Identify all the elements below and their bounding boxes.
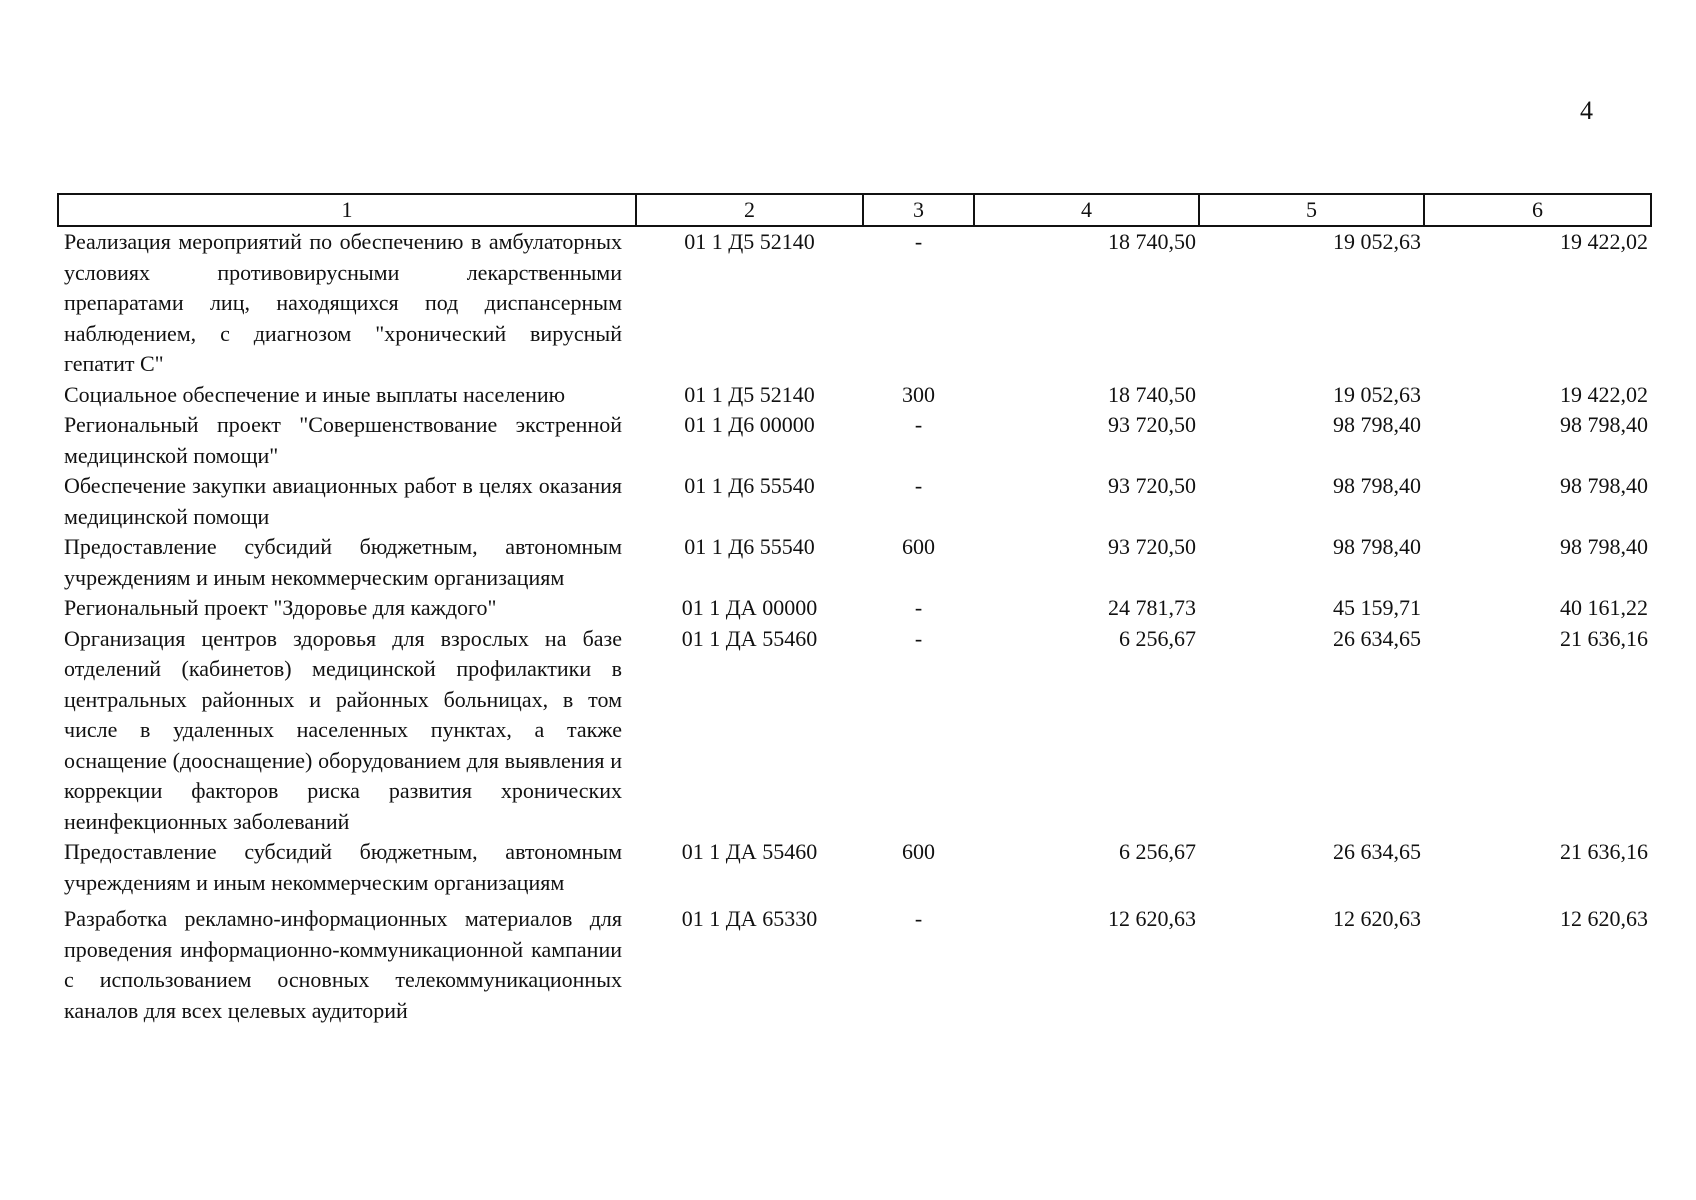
row-value-1: 93 720,50 bbox=[1108, 534, 1196, 559]
row-value-1: 6 256,67 bbox=[1119, 625, 1196, 651]
row-name: Социальное обеспечение и иные выплаты населению bbox=[64, 381, 566, 407]
row-name: Региональный проект "Здоровье для каждого" bbox=[64, 595, 497, 620]
row-value-3: 19 422,02 bbox=[1560, 381, 1648, 407]
row-type: 600 bbox=[902, 839, 935, 864]
header-row bbox=[58, 194, 1651, 226]
row-value-3: 19 422,02 bbox=[1560, 229, 1648, 254]
row-value-1: 93 720,50 bbox=[1108, 473, 1196, 498]
row-code: 01 1 ДА 65330 bbox=[681, 906, 818, 931]
row-value-2: 12 620,63 bbox=[1333, 906, 1421, 931]
row-type: 600 bbox=[902, 534, 935, 559]
table-row bbox=[58, 593, 1651, 624]
row-value-1: 93 720,50 bbox=[1108, 412, 1196, 437]
row-value-1: 24 781,73 bbox=[1108, 595, 1196, 620]
row-value-1: 12 620,63 bbox=[1108, 906, 1196, 931]
row-value-2: 98 798,40 bbox=[1333, 412, 1421, 437]
column-header-2: 2 bbox=[636, 194, 863, 226]
column-header-1: 1 bbox=[58, 194, 636, 226]
row-name: Предоставление субсидий бюджетным, автономным учреждениям и иным некоммерческим организациям bbox=[64, 534, 622, 590]
row-type: - bbox=[914, 229, 923, 254]
row-code: 01 1 Д5 52140 bbox=[684, 381, 815, 407]
column-header-3: 3 bbox=[863, 194, 974, 226]
row-value-2: 26 634,65 bbox=[1333, 839, 1421, 864]
row-type: 300 bbox=[902, 381, 935, 407]
row-code: 01 1 Д5 52140 bbox=[684, 229, 815, 254]
column-header-4: 4 bbox=[974, 194, 1199, 226]
table-row bbox=[58, 624, 1651, 838]
table-row bbox=[58, 471, 1651, 532]
row-name: Организация центров здоровья для взрослых на базе отделений (кабинетов) медицинской профилактики в центральных районных и районных больницах, в том числе в удаленных населенных пунктах, а также оснащение (дооснащение) оборудованием для выявления и коррекции факторов риска развития хронических неинфекционных заболеваний bbox=[64, 625, 622, 834]
row-code: 01 1 Д6 55540 bbox=[684, 473, 815, 498]
row-type: - bbox=[914, 473, 923, 498]
row-value-3: 12 620,63 bbox=[1560, 906, 1648, 931]
row-value-2: 26 634,65 bbox=[1333, 625, 1421, 651]
row-name: Разработка рекламно-информационных материалов для проведения информационно-коммуникационной кампании с использованием основных телекоммуникационных каналов для всех целевых аудиторий bbox=[64, 906, 622, 1023]
row-value-3: 98 798,40 bbox=[1560, 473, 1648, 498]
row-type: - bbox=[914, 595, 923, 620]
column-header-5: 5 bbox=[1199, 194, 1424, 226]
row-code: 01 1 ДА 55460 bbox=[681, 839, 818, 864]
budget-table bbox=[57, 193, 1652, 1026]
column-header-6: 6 bbox=[1424, 194, 1651, 226]
table-row bbox=[58, 532, 1651, 593]
row-value-1: 18 740,50 bbox=[1108, 381, 1196, 407]
table-row bbox=[58, 898, 1651, 1026]
row-value-2: 45 159,71 bbox=[1333, 595, 1421, 620]
row-value-2: 19 052,63 bbox=[1333, 381, 1421, 407]
row-name: Обеспечение закупки авиационных работ в целях оказания медицинской помощи bbox=[64, 473, 622, 529]
row-name: Региональный проект "Совершенствование экстренной медицинской помощи" bbox=[64, 412, 622, 468]
table-row bbox=[58, 410, 1651, 471]
row-value-3: 21 636,16 bbox=[1560, 625, 1648, 651]
row-value-3: 40 161,22 bbox=[1560, 595, 1648, 620]
row-value-3: 98 798,40 bbox=[1560, 534, 1648, 559]
table-row bbox=[58, 837, 1651, 898]
table-row bbox=[58, 380, 1651, 411]
row-code: 01 1 ДА 55460 bbox=[681, 625, 818, 651]
row-value-2: 98 798,40 bbox=[1333, 473, 1421, 498]
table-row bbox=[58, 226, 1651, 380]
row-value-3: 98 798,40 bbox=[1560, 412, 1648, 437]
row-value-1: 6 256,67 bbox=[1119, 839, 1196, 864]
row-type: - bbox=[914, 625, 923, 651]
row-name: Реализация мероприятий по обеспечению в амбулаторных условиях противовирусными лекарственными препаратами лиц, находящихся под диспансерным наблюдением, с диагнозом "хронический вирусный гепатит С" bbox=[64, 229, 622, 376]
row-code: 01 1 Д6 00000 bbox=[684, 412, 815, 437]
row-value-2: 19 052,63 bbox=[1333, 229, 1421, 254]
row-code: 01 1 Д6 55540 bbox=[684, 534, 815, 559]
row-code: 01 1 ДА 00000 bbox=[681, 595, 818, 620]
page-number: 4 bbox=[1580, 96, 1593, 125]
row-type: - bbox=[914, 412, 923, 437]
row-value-2: 98 798,40 bbox=[1333, 534, 1421, 559]
row-value-1: 18 740,50 bbox=[1108, 229, 1196, 254]
row-type: - bbox=[914, 906, 923, 931]
row-name: Предоставление субсидий бюджетным, автономным учреждениям и иным некоммерческим организациям bbox=[64, 839, 622, 895]
row-value-3: 21 636,16 bbox=[1560, 839, 1648, 864]
